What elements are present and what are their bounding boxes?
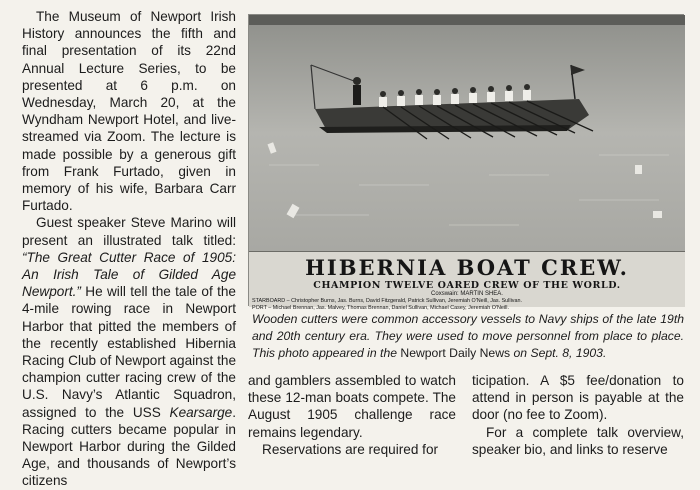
- banner-coxswain: Coxswain: MARTIN SHEA.: [431, 291, 503, 297]
- article-paragraph-fee: ticipation. A $5 fee/donation to attend in person is payable at the door (no fee to Zoom).: [472, 373, 684, 423]
- banner-title: HIBERNIA BOAT CREW.: [305, 255, 629, 280]
- rowing-cutter-illustration: [249, 15, 685, 251]
- article-paragraph-reservations: Reservations are required for: [262, 441, 439, 457]
- banner-subtitle: CHAMPION TWELVE OARED CREW OF THE WORLD.: [313, 280, 621, 291]
- race-description-end: . Racing cutters became popular in Newport Harbor during the Gilded Age, and thousands of Newport’s citizens: [22, 404, 236, 489]
- talk-title: “The Great Cutter Race of 1905: An Irish Tale of Gilded Age Newport.”: [22, 249, 236, 300]
- caption-newspaper: Newport Daily News: [400, 346, 511, 360]
- article-paragraph-announcement: The Museum of Newport Irish History announces the fifth and final presentation of its 22nd Annual Lecture Series, to be presented at 6 p.m. on Wednesday, March 20, at the Wyndham Newport Hotel, and live-streamed via Zoom. The lecture is made possible by a generous gift from Frank Furtado, given in memory of his wife, Barbara Carr Furtado.: [22, 9, 236, 214]
- photo-caption: [252, 311, 684, 362]
- speaker-intro: Guest speaker Steve Marino will present an illustrated talk titled:: [22, 215, 236, 248]
- banner-port-crew: PORT – Michael Brennan, Jas. Malvey, Thomas Brennan, Daniel Sullivan, Michael Casey, Jeremiah O'Neill.: [252, 304, 509, 311]
- article-paragraph-gamblers: and gamblers assembled to watch these 12-man boats compete. The August 1905 challenge race remains legendary.: [248, 373, 456, 440]
- article-right-column: [472, 372, 684, 458]
- caption-date: on Sept. 8, 1903.: [510, 346, 607, 360]
- caption-text: Wooden cutters were common accessory vessels to Navy ships of the late 19th and 20th century era. They were used to move personnel from place to place. This photo appeared in the: [252, 312, 684, 360]
- article-paragraph-overview: For a complete talk overview, speaker bio, and links to reserve: [472, 424, 684, 457]
- race-description: He will tell the tale of the 4-mile rowing race in Newport Harbor that pitted the members of the recently established Hibernia Racing Club of Newport against the champion cutter racing crew of the U.S. Navy’s Atlantic Squadron, assigned to the USS: [22, 284, 236, 420]
- historic-boat-crew-photo: [248, 14, 684, 311]
- article-left-column: [22, 8, 236, 490]
- ship-name: Kearsarge: [169, 404, 233, 420]
- banner-starboard-crew: STARBOARD – Christopher Burns, Jas. Burns, David Fitzgerald, Patrick Sullivan, Jeremiah O'Neill, Jas. Sullivan.: [252, 298, 522, 304]
- article-middle-column: [248, 372, 456, 458]
- photo-banner: [249, 251, 685, 311]
- article-paragraph-speaker: [22, 214, 236, 489]
